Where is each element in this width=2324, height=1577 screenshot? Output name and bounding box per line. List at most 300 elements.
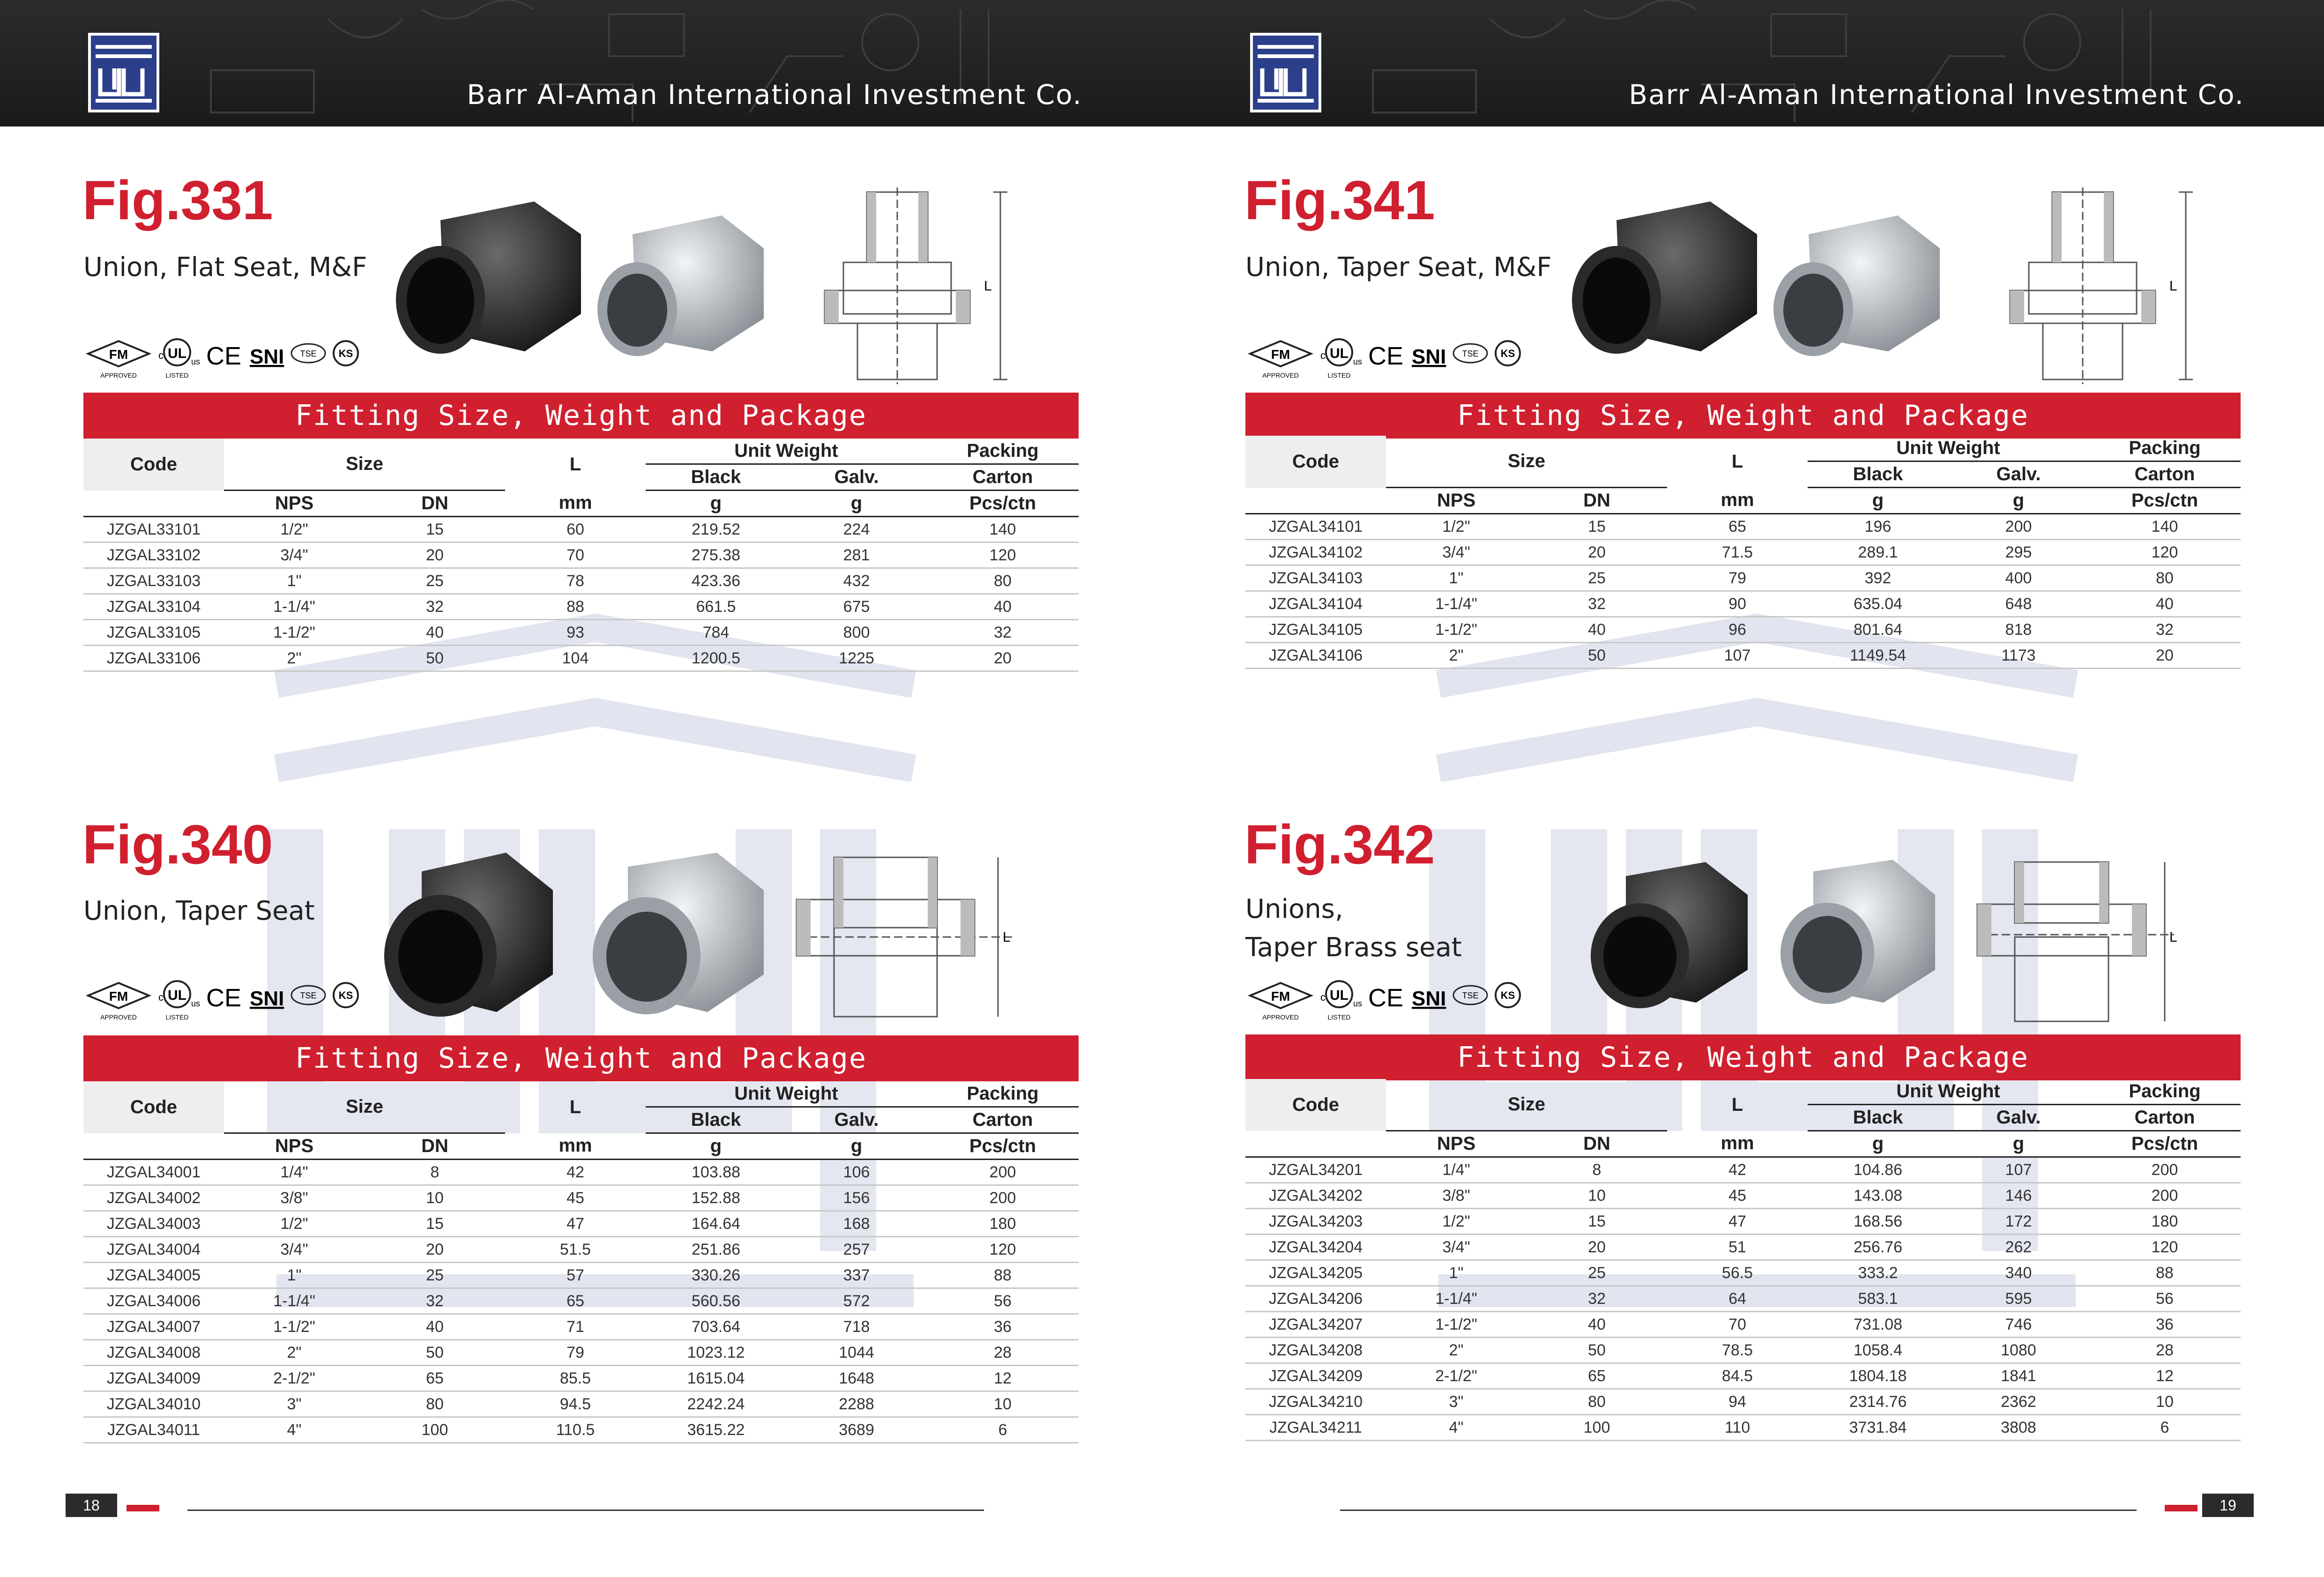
cell-galv-weight: 1173 [1948,643,2089,669]
cell-code: JZGAL34104 [1245,591,1386,617]
cell-galv-weight: 800 [786,620,927,646]
svg-text:us: us [1353,999,1363,1008]
cell-dn: 20 [365,1237,505,1263]
table-row [1245,1415,2241,1441]
cell-nps: 1/4" [1386,1157,1527,1183]
cell-dn: 40 [365,620,505,646]
cell-black-weight: 143.08 [1808,1183,1948,1209]
cell-black-weight: 256.76 [1808,1235,1948,1260]
cell-code: JZGAL34008 [83,1340,224,1366]
table-row [83,1211,1079,1237]
col-size: Size [1386,436,1667,488]
cell-black-weight: 103.88 [646,1160,786,1185]
cell-galv-weight: 400 [1948,565,2089,591]
cell-black-weight: 2314.76 [1808,1389,1948,1415]
cell-dn: 15 [365,1211,505,1237]
fig-340-title: Fig.340 [82,814,273,876]
fig-342-certifications [1245,979,1545,1021]
unit-dn: DN [365,491,505,517]
cell-code: JZGAL34205 [1245,1260,1386,1286]
fig-342-technical-drawing [1968,857,2183,1026]
fig-341-certifications [1245,337,1545,379]
col-l: L [1731,1094,1743,1115]
cell-l: 96 [1667,617,1808,643]
cell-dn: 15 [1527,1209,1667,1235]
svg-text:us: us [1353,357,1363,366]
cell-nps: 3/4" [224,543,365,568]
cell-l: 85.5 [505,1366,646,1391]
cell-galv-weight: 675 [786,594,927,620]
svg-text:FM: FM [1271,989,1290,1004]
cell-l: 60 [505,517,646,543]
cell-dn: 50 [365,1340,505,1366]
cell-packing: 88 [927,1263,1079,1288]
fig-340-technical-drawing [787,848,1021,1026]
cell-black-weight: 583.1 [1808,1286,1948,1312]
cell-dn: 32 [1527,1286,1667,1312]
col-l: L [1731,451,1743,472]
cell-packing: 20 [927,646,1079,671]
svg-text:LISTED: LISTED [1327,1013,1351,1021]
table-row [1245,1312,2241,1338]
svg-text:c: c [1320,991,1326,1003]
cell-l: 47 [505,1211,646,1237]
cell-dn: 65 [1527,1363,1667,1389]
col-black: Black [1808,1105,1948,1131]
cell-nps: 1" [224,568,365,594]
col-l: L [569,1096,581,1117]
cell-dn: 10 [1527,1183,1667,1209]
cell-l: 88 [505,594,646,620]
page-header [0,0,1162,126]
svg-text:FM: FM [109,347,128,362]
cell-galv-weight: 106 [786,1160,927,1185]
cell-l: 45 [1667,1183,1808,1209]
cell-packing: 120 [2089,1235,2241,1260]
cell-packing: 140 [2089,514,2241,540]
fig-331-table [83,439,1079,672]
cell-l: 90 [1667,591,1808,617]
cell-galv-weight: 262 [1948,1235,2089,1260]
svg-text:UL: UL [1330,988,1348,1003]
footer-accent [127,1505,159,1511]
fm-approved-icon [1250,341,1311,379]
cell-l: 110 [1667,1415,1808,1441]
svg-text:us: us [191,357,201,366]
cell-packing: 32 [2089,617,2241,643]
cell-code: JZGAL33102 [83,543,224,568]
col-carton: Carton [2089,1105,2241,1131]
cell-nps: 1/2" [224,517,365,543]
fig-331-title: Fig.331 [82,170,273,231]
col-code: Code [83,1081,224,1133]
svg-text:FM: FM [1271,347,1290,362]
cell-packing: 32 [927,620,1079,646]
cell-dn: 8 [1527,1157,1667,1183]
cell-nps: 1-1/4" [1386,1286,1527,1312]
cell-galv-weight: 1225 [786,646,927,671]
footer-accent [2165,1505,2197,1511]
fig-341-product-photos [1560,192,2010,379]
cell-galv-weight: 648 [1948,591,2089,617]
cell-nps: 3/8" [1386,1183,1527,1209]
footer-rule [1340,1510,2137,1511]
ks-mark-icon [1496,341,1520,365]
svg-text:APPROVED: APPROVED [1262,1013,1299,1021]
svg-text:KS: KS [1500,989,1515,1001]
col-carton: Carton [2089,461,2241,488]
cell-l: 110.5 [505,1417,646,1443]
cell-black-weight: 1023.12 [646,1340,786,1366]
tse-mark-icon [1453,344,1487,363]
cell-packing: 36 [927,1314,1079,1340]
col-code: Code [1245,1079,1386,1131]
cell-nps: 2-1/2" [224,1366,365,1391]
cell-code: JZGAL34105 [1245,617,1386,643]
cell-galv-weight: 3689 [786,1417,927,1443]
cell-code: JZGAL34206 [1245,1286,1386,1312]
fig-342-table-title: Fitting Size, Weight and Package [1245,1034,2241,1080]
tse-mark-icon [291,344,325,363]
cell-code: JZGAL34003 [83,1211,224,1237]
cell-packing: 80 [2089,565,2241,591]
cell-packing: 140 [927,517,1079,543]
col-black: Black [1808,461,1948,488]
fig-331-product-photos [384,192,834,379]
svg-text:APPROVED: APPROVED [100,372,137,379]
cell-galv-weight: 432 [786,568,927,594]
company-logo [1250,33,1321,112]
col-size: Size [1386,1079,1667,1131]
fig-331-subtitle: Union, Flat Seat, M&F [83,252,367,283]
cell-dn: 40 [1527,1312,1667,1338]
fig-331-technical-drawing [815,187,1021,384]
unit-pcs: Pcs/ctn [927,1133,1079,1160]
svg-text:us: us [191,999,201,1008]
cell-nps: 3/4" [1386,1235,1527,1260]
cell-packing: 180 [927,1211,1079,1237]
cell-l: 71.5 [1667,540,1808,565]
cell-nps: 1-1/2" [224,620,365,646]
table-row [1245,1338,2241,1363]
cell-packing: 6 [927,1417,1079,1443]
unit-nps: NPS [1386,1131,1527,1157]
col-unit-weight: Unit Weight [646,439,927,464]
cell-packing: 80 [927,568,1079,594]
page-header [1162,0,2324,126]
svg-text:c: c [158,350,164,361]
cell-code: JZGAL34005 [83,1263,224,1288]
sni-mark-icon: SNI [1412,345,1446,368]
cell-nps: 1-1/4" [224,1288,365,1314]
table-row [83,594,1079,620]
cell-dn: 100 [365,1417,505,1443]
ks-mark-icon [1496,983,1520,1007]
table-row [1245,540,2241,565]
ul-listed-icon [1320,339,1362,379]
cell-l: 71 [505,1314,646,1340]
cell-black-weight: 3615.22 [646,1417,786,1443]
cell-dn: 32 [365,1288,505,1314]
table-row [83,1340,1079,1366]
cell-code: JZGAL34004 [83,1237,224,1263]
table-row [1245,514,2241,540]
cell-black-weight: 703.64 [646,1314,786,1340]
table-row [83,1288,1079,1314]
cell-black-weight: 1200.5 [646,646,786,671]
ul-listed-icon [1320,981,1362,1021]
ul-listed-icon [158,339,200,379]
cell-packing: 56 [927,1288,1079,1314]
cell-black-weight: 330.26 [646,1263,786,1288]
col-galv: Galv. [786,1107,927,1133]
svg-text:KS: KS [1500,348,1515,359]
table-row [1245,1389,2241,1415]
cell-black-weight: 392 [1808,565,1948,591]
cell-packing: 200 [927,1160,1079,1185]
col-black: Black [646,464,786,491]
right-page [1162,0,2324,1577]
fig-342-product-photos [1570,853,1973,1021]
cell-galv-weight: 572 [786,1288,927,1314]
cell-nps: 2" [224,646,365,671]
cell-black-weight: 423.36 [646,568,786,594]
table-row [83,620,1079,646]
cell-dn: 20 [1527,540,1667,565]
cell-nps: 4" [1386,1415,1527,1441]
cell-black-weight: 2242.24 [646,1391,786,1417]
cell-dn: 40 [365,1314,505,1340]
page-number: 18 [66,1494,117,1517]
cell-black-weight: 731.08 [1808,1312,1948,1338]
cell-l: 56.5 [1667,1260,1808,1286]
fig-342-title: Fig.342 [1244,814,1435,876]
cell-l: 93 [505,620,646,646]
fig-331-certifications [83,337,383,379]
table-row [83,1314,1079,1340]
unit-pcs: Pcs/ctn [2089,488,2241,514]
unit-mm: mm [505,1133,646,1160]
cell-nps: 1-1/4" [1386,591,1527,617]
col-galv: Galv. [1948,461,2089,488]
unit-g-galv: g [786,491,927,517]
unit-mm: mm [1667,1131,1808,1157]
cell-l: 78 [505,568,646,594]
tse-mark-icon [1453,986,1487,1004]
cell-packing: 200 [927,1185,1079,1211]
fig-341-technical-drawing [2001,187,2207,384]
cell-code: JZGAL33101 [83,517,224,543]
cell-dn: 80 [365,1391,505,1417]
fig-342-subtitle-line2: Taper Brass seat [1245,932,1462,963]
cell-galv-weight: 200 [1948,514,2089,540]
svg-text:LISTED: LISTED [165,372,189,379]
cell-galv-weight: 224 [786,517,927,543]
company-name: Barr Al-Aman International Investment Co. [467,79,1082,111]
dimension-label: L [1003,930,1011,945]
page-number: 19 [2202,1494,2254,1517]
cell-packing: 40 [2089,591,2241,617]
cell-dn: 32 [365,594,505,620]
unit-g-black: g [1808,1131,1948,1157]
svg-text:FM: FM [109,989,128,1004]
fm-approved-icon [1250,983,1311,1021]
cell-code: JZGAL34201 [1245,1157,1386,1183]
cell-black-weight: 196 [1808,514,1948,540]
svg-text:KS: KS [338,989,353,1001]
cell-black-weight: 560.56 [646,1288,786,1314]
cell-black-weight: 784 [646,620,786,646]
table-row [1245,617,2241,643]
cell-code: JZGAL34007 [83,1314,224,1340]
cell-dn: 50 [1527,1338,1667,1363]
unit-nps: NPS [1386,488,1527,514]
cell-galv-weight: 1841 [1948,1363,2089,1389]
table-row [1245,1183,2241,1209]
table-row [1245,1209,2241,1235]
cell-galv-weight: 146 [1948,1183,2089,1209]
cell-galv-weight: 3808 [1948,1415,2089,1441]
cell-black-weight: 275.38 [646,543,786,568]
cell-l: 78.5 [1667,1338,1808,1363]
unit-g-galv: g [1948,488,2089,514]
cell-code: JZGAL33104 [83,594,224,620]
cell-code: JZGAL34001 [83,1160,224,1185]
company-logo [88,33,159,112]
ks-mark-icon [334,983,358,1007]
cell-l: 84.5 [1667,1363,1808,1389]
cell-nps: 3" [224,1391,365,1417]
table-row [1245,1260,2241,1286]
col-size: Size [224,1081,505,1133]
cell-black-weight: 104.86 [1808,1157,1948,1183]
cell-black-weight: 152.88 [646,1185,786,1211]
cell-dn: 50 [365,646,505,671]
fig-342-subtitle-line1: Unions, [1245,894,1343,924]
cell-galv-weight: 107 [1948,1157,2089,1183]
cell-nps: 1/4" [224,1160,365,1185]
col-code: Code [83,439,224,491]
table-row [1245,565,2241,591]
svg-text:APPROVED: APPROVED [1262,372,1299,379]
table-row [1245,1363,2241,1389]
cell-l: 64 [1667,1286,1808,1312]
svg-text:TSE: TSE [300,991,317,1000]
fig-340-subtitle: Union, Taper Seat [83,896,315,926]
unit-g-black: g [1808,488,1948,514]
table-row [1245,591,2241,617]
cell-nps: 2" [1386,643,1527,669]
fm-approved-icon [88,341,149,379]
dimension-label: L [984,278,992,294]
cell-dn: 25 [1527,1260,1667,1286]
cell-code: JZGAL33106 [83,646,224,671]
cell-black-weight: 3731.84 [1808,1415,1948,1441]
col-black: Black [646,1107,786,1133]
cell-nps: 4" [224,1417,365,1443]
ks-mark-icon [334,341,358,365]
cell-dn: 50 [1527,643,1667,669]
unit-nps: NPS [224,1133,365,1160]
table-row [83,517,1079,543]
col-packing: Packing [927,439,1079,464]
table-row [1245,643,2241,669]
svg-text:KS: KS [338,348,353,359]
cell-nps: 1-1/2" [1386,617,1527,643]
unit-mm: mm [1667,488,1808,514]
cell-l: 65 [505,1288,646,1314]
col-carton: Carton [927,1107,1079,1133]
unit-nps: NPS [224,491,365,517]
col-unit-weight: Unit Weight [1808,1079,2089,1105]
cell-code: JZGAL34011 [83,1417,224,1443]
cell-dn: 15 [1527,514,1667,540]
svg-text:c: c [1320,350,1326,361]
fig-340-product-photos [365,839,787,1035]
col-packing: Packing [2089,436,2241,461]
cell-nps: 2" [224,1340,365,1366]
cell-black-weight: 1149.54 [1808,643,1948,669]
unit-blank [1245,1131,1386,1157]
cell-galv-weight: 1044 [786,1340,927,1366]
svg-text:APPROVED: APPROVED [100,1013,137,1021]
table-row [83,1160,1079,1185]
cell-galv-weight: 156 [786,1185,927,1211]
unit-pcs: Pcs/ctn [2089,1131,2241,1157]
cell-nps: 3" [1386,1389,1527,1415]
cell-code: JZGAL34009 [83,1366,224,1391]
col-code: Code [1245,436,1386,488]
table-row [83,1417,1079,1443]
cell-nps: 1/2" [224,1211,365,1237]
unit-dn: DN [365,1133,505,1160]
cell-packing: 200 [2089,1183,2241,1209]
cell-code: JZGAL34101 [1245,514,1386,540]
cell-l: 79 [505,1340,646,1366]
table-row [83,1263,1079,1288]
cell-packing: 120 [927,1237,1079,1263]
cell-packing: 12 [927,1366,1079,1391]
cell-dn: 25 [365,1263,505,1288]
cell-nps: 3/4" [224,1237,365,1263]
cell-packing: 10 [927,1391,1079,1417]
cell-dn: 32 [1527,591,1667,617]
cell-code: JZGAL34106 [1245,643,1386,669]
cell-packing: 6 [2089,1415,2241,1441]
cell-code: JZGAL34203 [1245,1209,1386,1235]
cell-code: JZGAL34207 [1245,1312,1386,1338]
fig-342-table [1245,1079,2241,1441]
col-galv: Galv. [1948,1105,2089,1131]
svg-text:UL: UL [168,346,186,361]
cell-packing: 200 [2089,1157,2241,1183]
table-row [83,1185,1079,1211]
cell-l: 107 [1667,643,1808,669]
cell-packing: 36 [2089,1312,2241,1338]
cell-galv-weight: 818 [1948,617,2089,643]
cell-black-weight: 333.2 [1808,1260,1948,1286]
col-unit-weight: Unit Weight [1808,436,2089,461]
cell-packing: 20 [2089,643,2241,669]
sni-mark-icon: SNI [1412,987,1446,1010]
cell-l: 94.5 [505,1391,646,1417]
cell-l: 70 [505,543,646,568]
fig-340-table [83,1081,1079,1443]
fig-340-certifications [83,979,383,1021]
cell-dn: 25 [365,568,505,594]
fig-341-title: Fig.341 [1244,170,1435,231]
cell-dn: 65 [365,1366,505,1391]
